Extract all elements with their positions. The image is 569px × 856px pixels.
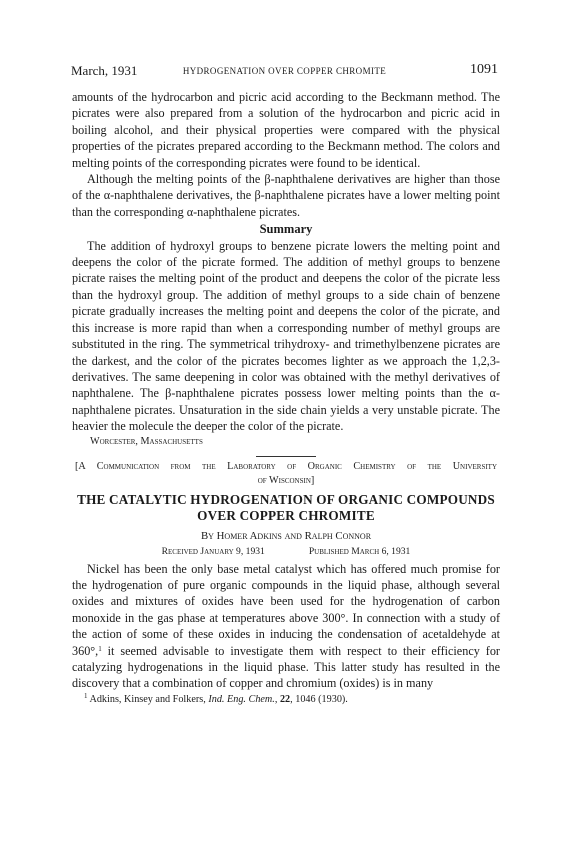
published-date: Published March 6, 1931: [308, 545, 411, 557]
running-header: [0, 63, 569, 83]
author-affiliation: Worcester, Massachusetts: [90, 435, 203, 447]
section-divider: [256, 456, 316, 457]
header-date: March, 1931: [71, 63, 138, 78]
communication-line-1: [A Communication from the Laboratory of Organic Chemistry of the University: [75, 460, 497, 472]
article-intro-paragraph: [72, 561, 500, 692]
intro-text-part-1: Nickel has been the only base metal catalyst which has offered much promise for the hydrogenation of pure organic compounds in the liquid phase, although several oxides and mixtures of oxides have been used for the hydrogenation of carbon monoxide in the gas phase at temperatures above 300°. In connection with a study of the action of some of these oxides in inducing the condensation of acetaldehyde at 360°,: [72, 561, 500, 658]
received-date: Received January 9, 1931: [161, 545, 265, 557]
footnote-pages-year: , 1046 (1930).: [290, 693, 348, 705]
footnote-volume: 22: [279, 693, 291, 705]
intro-text-part-2: it seemed advisable to investigate them with respect to their efficiency for catalyzing hydrogenations in the liquid phase. This latter study has resulted in the discovery that a combination of copper and chromium (oxides) is in many: [72, 643, 500, 691]
article-title-line-2: OVER COPPER CHROMITE: [197, 508, 375, 524]
article-authors: By Homer Adkins and Ralph Connor: [200, 529, 372, 542]
communication-line-2: of Wisconsin]: [257, 474, 315, 486]
page-body: [72, 89, 500, 707]
summary-heading: Summary: [259, 222, 313, 237]
summary-paragraph: The addition of hydroxyl groups to benzene picrate lowers the melting point and deepens the color of the picrate formed. The addition of methyl groups to benzene picrate raises the melting point of the product and deepens the color of the picrate less than the hydroxyl group. The addition of methyl groups to a side chain of benzene picrate gradually increases the melting point and deepens the color of the picrate, and this increase is more rapid than when a corresponding number of methyl groups are substituted in the ring. The symmetrical trihydroxy- and trimethylbenzene picrates are the darkest, and the color of the picrates becomes lighter as we approach the 1,2,3-derivatives. The same deepening in color was obtained with the methyl derivatives of naphthalene. The β-naphthalene picrates possess lower melting points than the α-naphthalene picrates. Unsaturation in the side chain yields a very unstable picrate. The heavier the molecule the deeper the color of the picrate.: [72, 238, 500, 434]
communication-note: [72, 460, 500, 488]
continued-paragraph: amounts of the hydrocarbon and picric acid according to the Beckmann method. The picrates were also prepared from a solution of the hydrocarbon and picric acid in boiling alcohol, and their physical properties were compared with the physical properties of the picrates prepared according to the Beckmann method. The colors and melting points of the corresponding picrates were found to be identical.: [72, 90, 500, 170]
footnote-journal: Ind. Eng. Chem.: [208, 693, 275, 705]
header-page-number: 1091: [470, 62, 498, 77]
footnote-mark: 1: [84, 691, 88, 700]
footnote-reference: 1: [98, 644, 102, 653]
footnote-authors: Adkins, Kinsey and Folkers,: [87, 693, 209, 705]
article-title-line-1: THE CATALYTIC HYDROGENATION OF ORGANIC COMPOUNDS: [77, 491, 495, 507]
header-running-title: HYDROGENATION OVER COPPER CHROMITE: [182, 66, 387, 76]
article-dates: [72, 545, 500, 558]
footnote: $^1$ Adkins, Kinsey and Folkers, Ind. Eng. Chem., 22, 1046 (1930).: [84, 691, 348, 705]
article-title: [72, 492, 500, 525]
paragraph-naphthalene-melting-points: Although the melting points of the β-naphthalene derivatives are higher than those of the α-naphthalene derivatives, the β-naphthalene picrates have a lower melting point than the corresponding α-naphthalene picrates.: [72, 172, 500, 219]
